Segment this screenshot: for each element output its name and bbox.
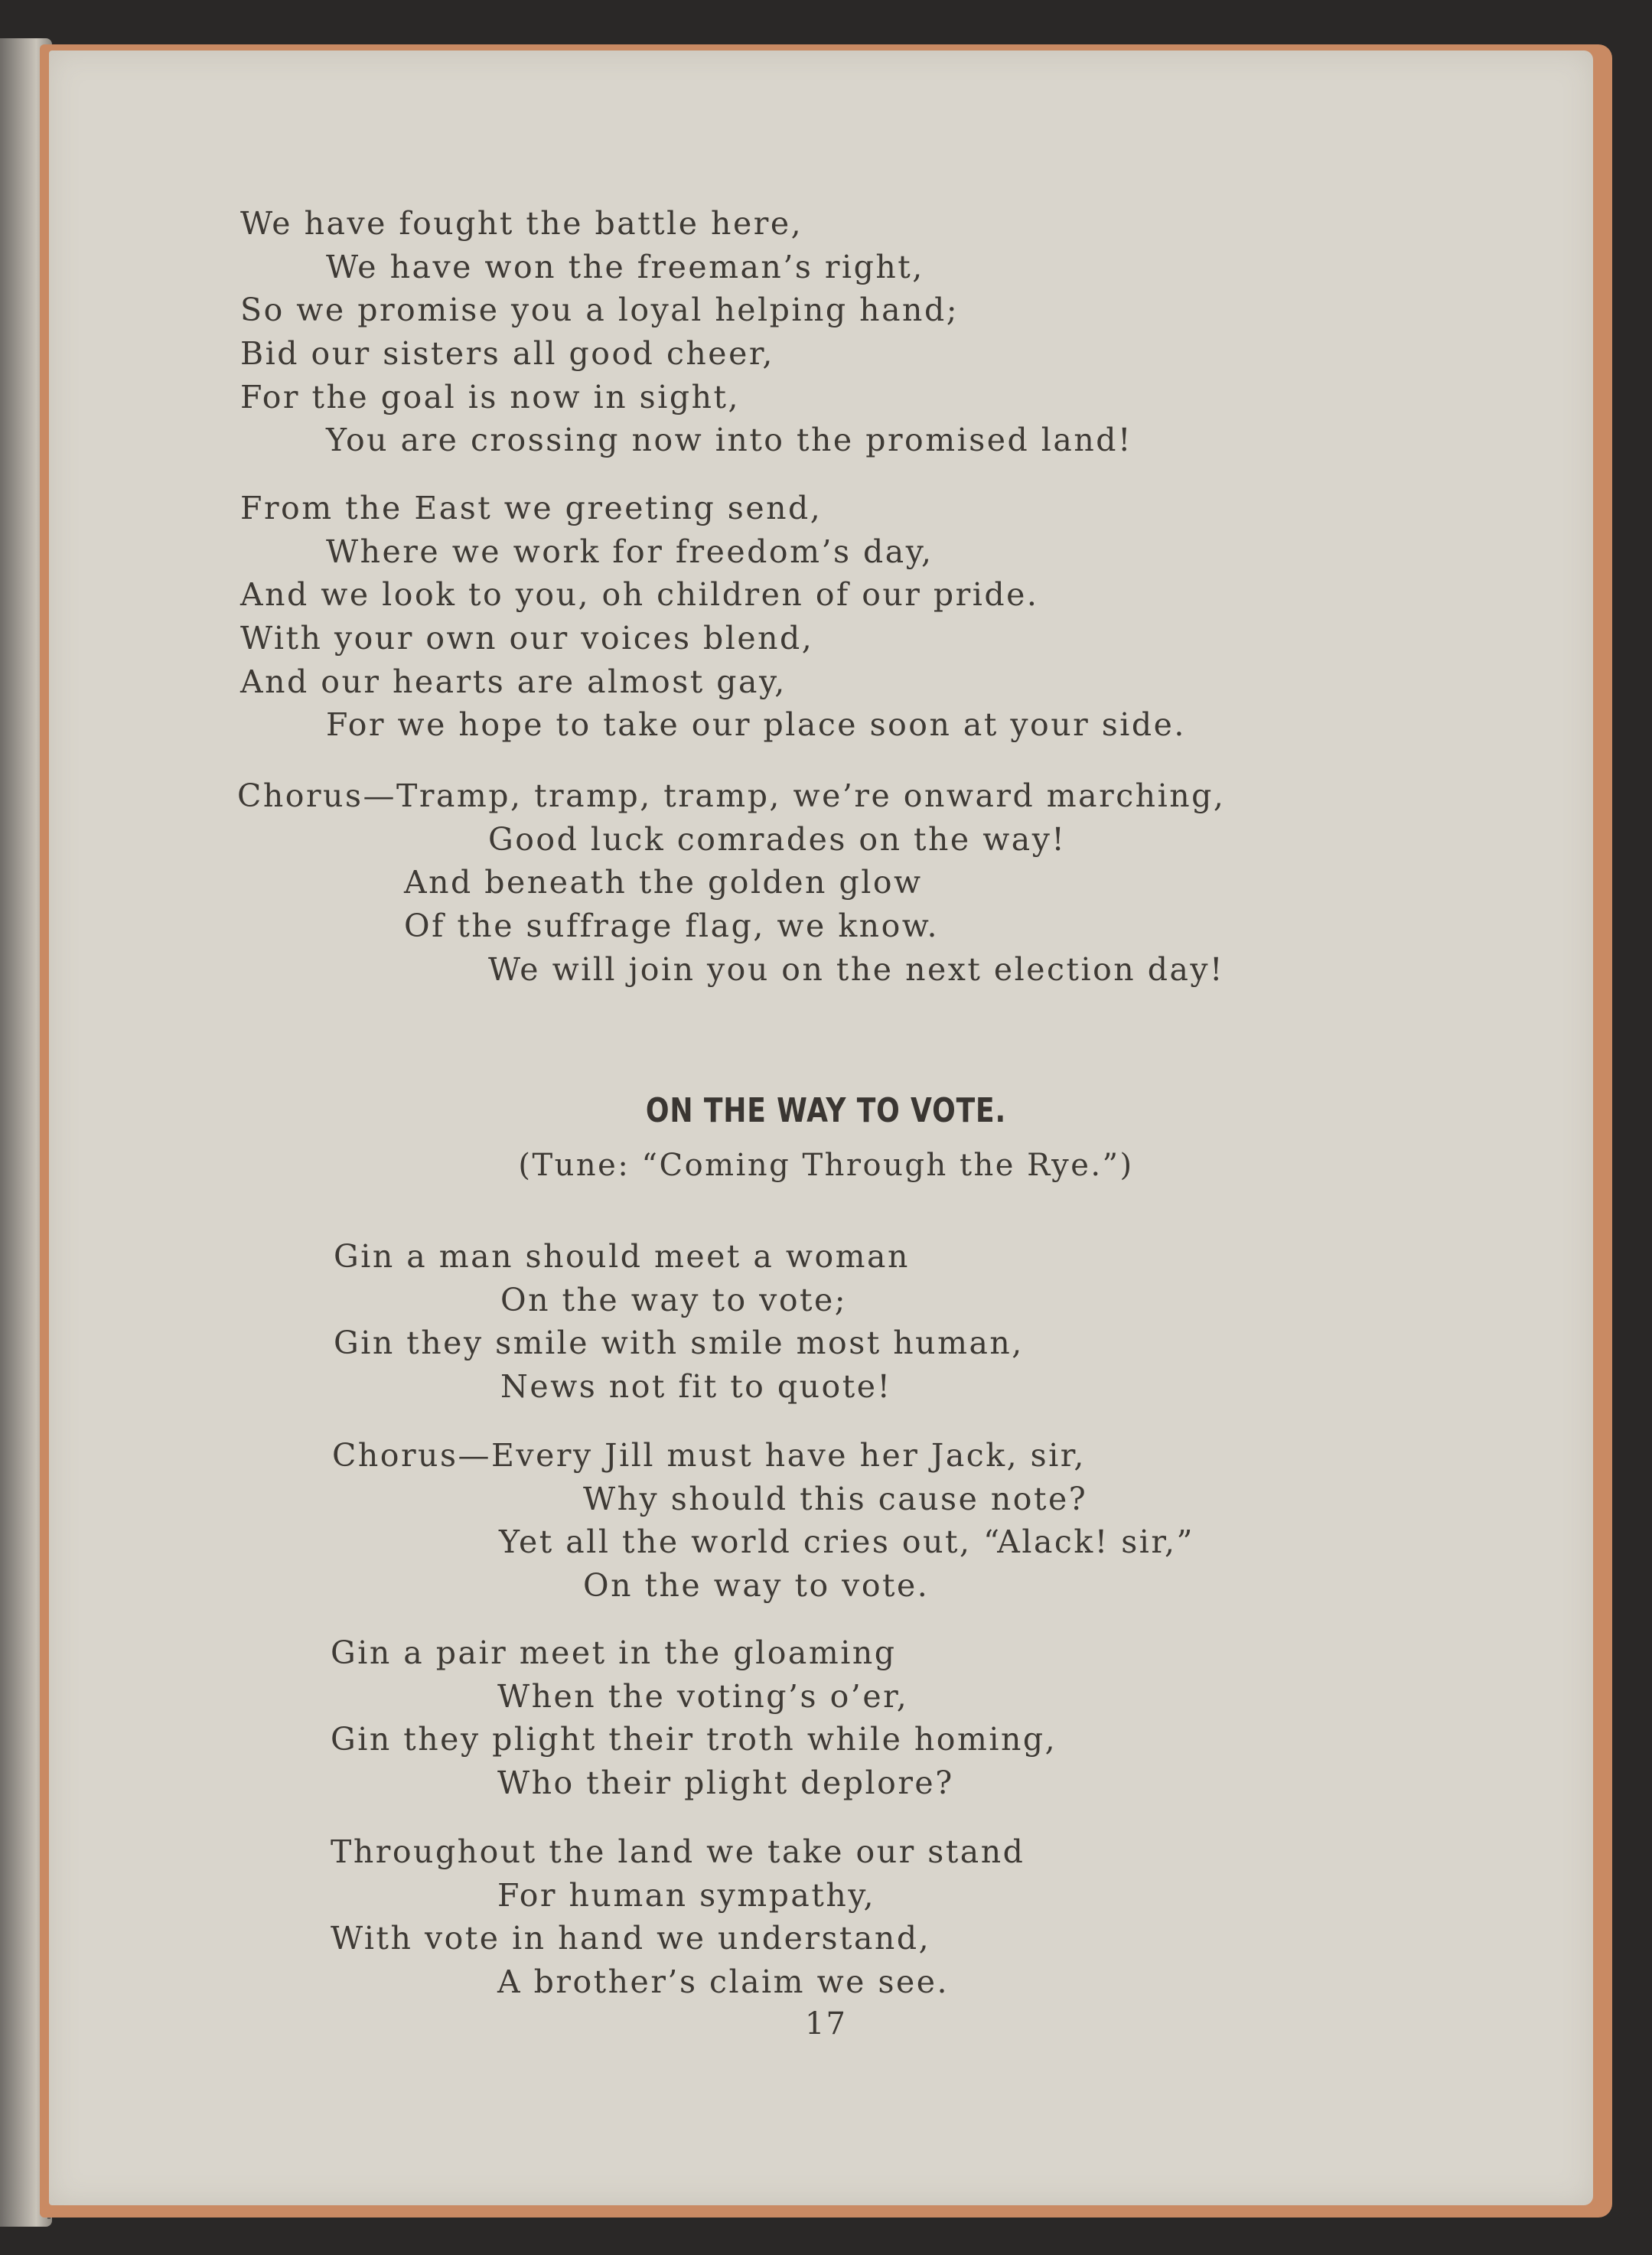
song-tune: (Tune: “Coming Through the Rye.”) (518, 1148, 1134, 1183)
poem-line: A brother’s claim we see. (497, 1963, 950, 2001)
poem-line: For we hope to take our place soon at your side. (326, 706, 1186, 744)
poem-line: And beneath the golden glow (404, 864, 923, 901)
poem-line: With your own our voices blend, (240, 620, 814, 657)
poem-line: Throughout the land we take our stand (331, 1833, 1025, 1870)
poem-line: Gin they smile with smile most human, (334, 1325, 1024, 1362)
poem-line: Good luck comrades on the way! (488, 820, 1067, 858)
poem-line: When the voting’s o’er, (497, 1677, 909, 1715)
stanza (331, 1830, 1025, 2004)
poem-line: Gin they plight their troth while homing, (331, 1721, 1057, 1758)
poem-line: For human sympathy, (497, 1876, 875, 1914)
poem-line: Chorus—Tramp, tramp, tramp, we’re onward marching, (237, 777, 1226, 814)
page-number: 17 (805, 2006, 847, 2042)
poem-line: With vote in hand we understand, (331, 1920, 931, 1957)
stanza (240, 487, 1186, 747)
poem-line: We have won the freeman’s right, (326, 248, 924, 285)
poem-line: Gin a man should meet a woman (334, 1238, 910, 1275)
poem-line: On the way to vote; (500, 1281, 848, 1318)
poem-line: Why should this cause note? (583, 1480, 1088, 1517)
stanza (334, 1235, 1024, 1409)
poem-line: You are crossing now into the promised land! (326, 422, 1132, 459)
poem-line: Yet all the world cries out, “Alack! sir,” (499, 1523, 1194, 1561)
poem-line: Where we work for freedom’s day, (326, 533, 934, 570)
poem-line: Gin a pair meet in the gloaming (331, 1634, 897, 1671)
poem-line: We will join you on the next election day! (488, 950, 1225, 988)
stanza (331, 1631, 1057, 1805)
poem-line: So we promise you a loyal helping hand; (240, 292, 960, 329)
chorus (237, 774, 1225, 991)
poem-line: For the goal is now in sight, (240, 378, 740, 415)
stanza (240, 202, 1132, 462)
chorus (332, 1434, 1194, 1608)
poem-line: And we look to you, oh children of our pride. (240, 576, 1039, 614)
poem-line: From the East we greeting send, (240, 490, 823, 526)
poem-line: Bid our sisters all good cheer, (240, 335, 774, 373)
poem-line: We have fought the battle here, (240, 205, 803, 242)
song-title: ON THE WAY TO VOTE. (645, 1091, 1007, 1130)
poem-line: On the way to vote. (583, 1567, 930, 1605)
poem-line: Of the suffrage flag, we know. (404, 908, 940, 945)
poem-line: News not fit to quote! (500, 1368, 892, 1406)
poem-line: Who their plight deplore? (497, 1765, 954, 1802)
poem-line: Chorus—Every Jill must have her Jack, sir, (332, 1437, 1086, 1474)
poem-line: And our hearts are almost gay, (240, 663, 787, 700)
